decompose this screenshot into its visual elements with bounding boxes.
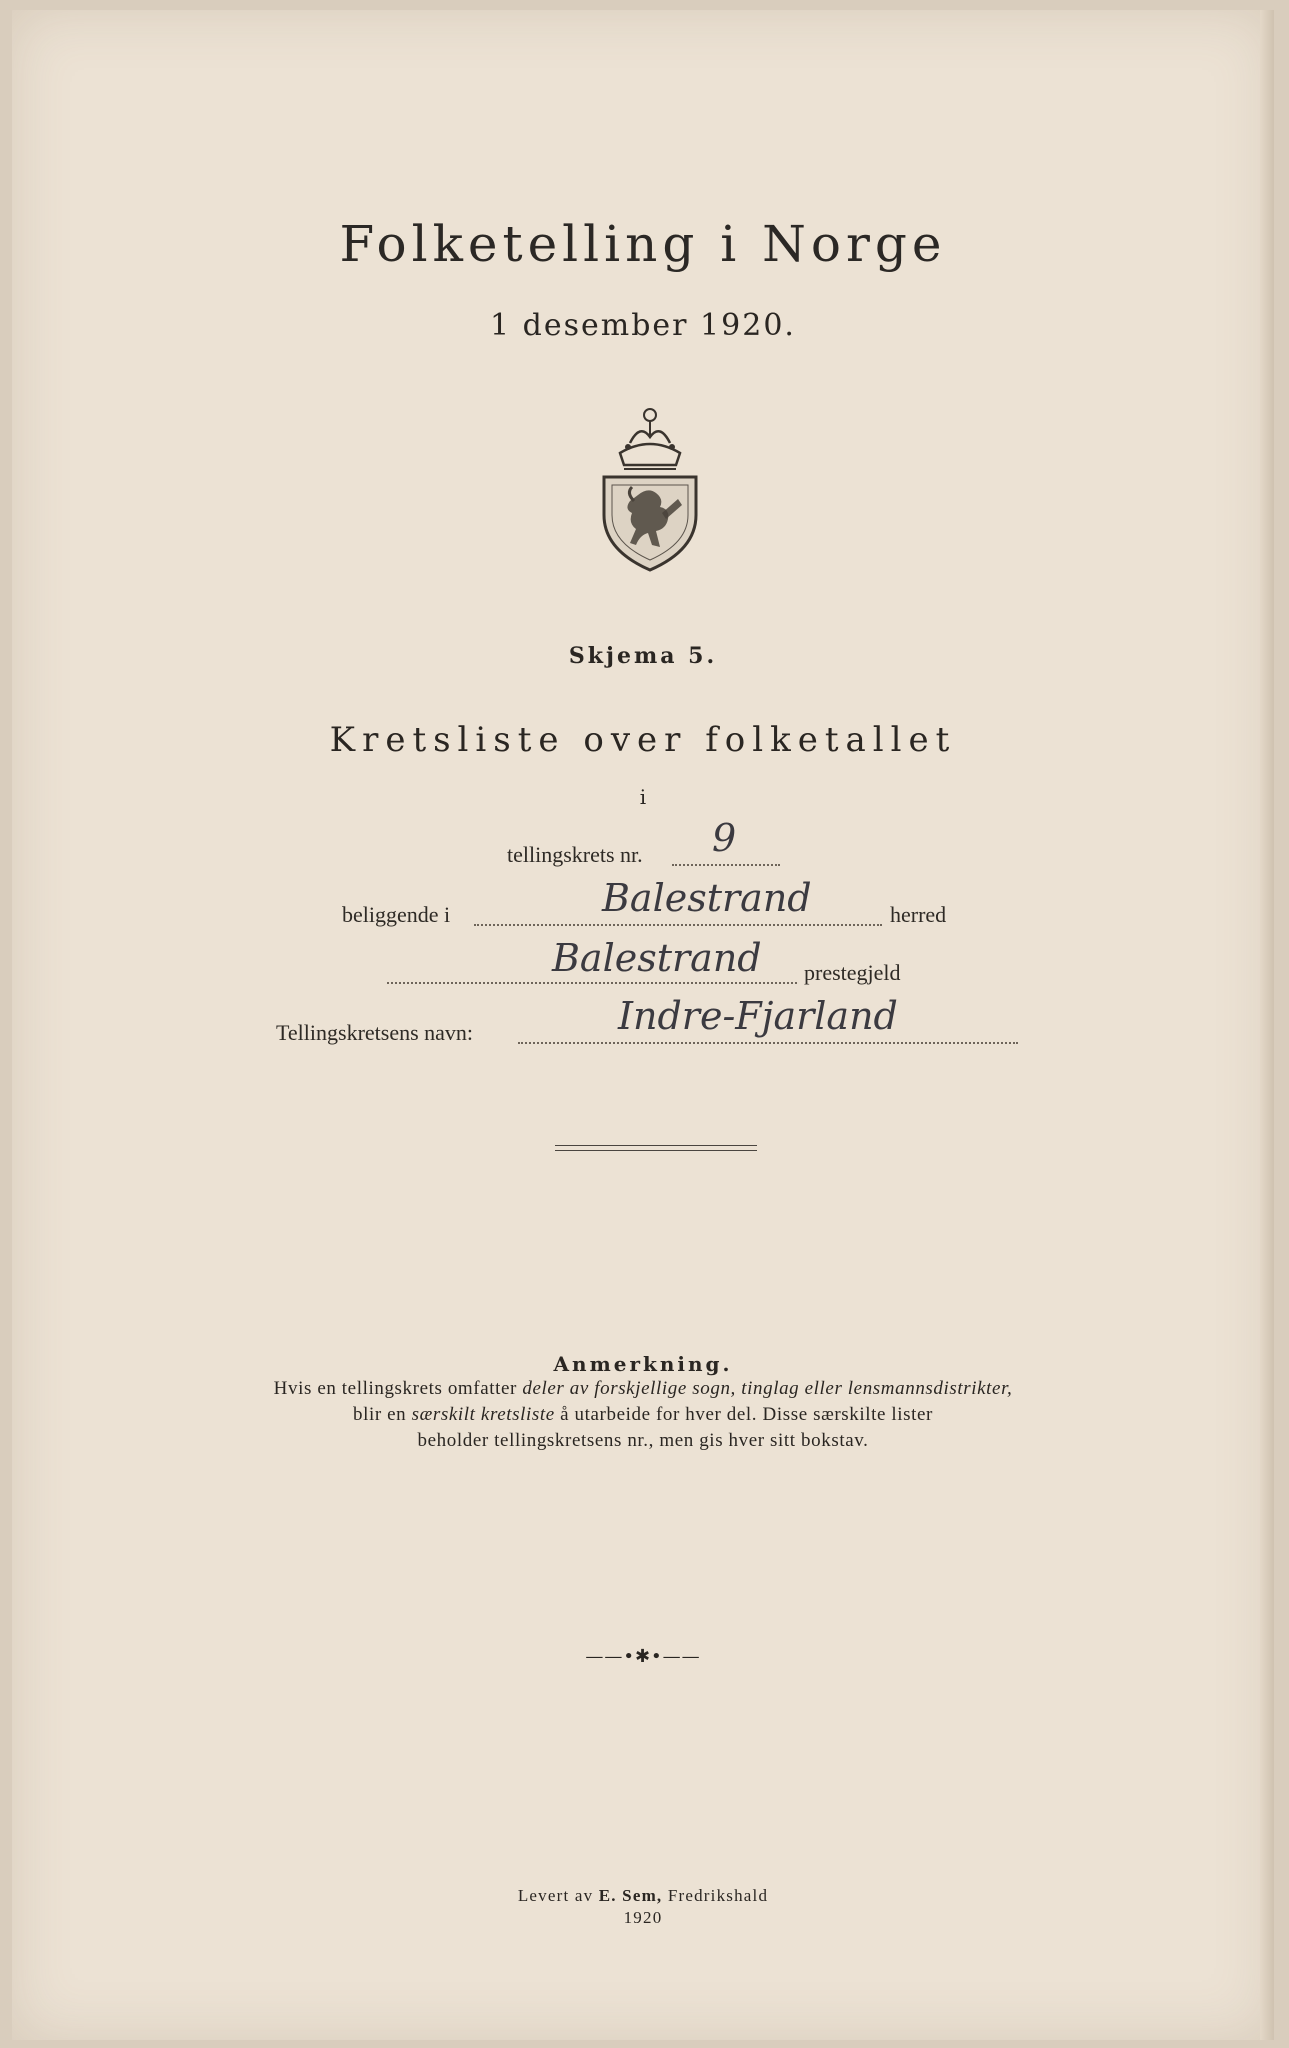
krets-label: tellingskrets nr. — [507, 842, 643, 867]
note-text: å utarbeide for hver del. Disse særskilte lister — [554, 1404, 933, 1425]
printer-credit — [12, 1886, 1274, 1906]
norwegian-lion-crest-icon — [590, 395, 710, 575]
note-emphasis: deler av forskjellige sogn, tinglag eller lensmannsdistrikter, — [522, 1378, 1013, 1399]
footer-place: Fredrikshald — [662, 1886, 769, 1905]
census-sheet — [12, 10, 1274, 2040]
connector-i: i — [639, 785, 647, 809]
krets-value: 9 — [712, 816, 737, 860]
ornament-divider: ——•✱•—— — [585, 1646, 701, 1667]
print-year: 1920 — [623, 1908, 663, 1927]
navn-value: Indre-Fjarland — [618, 994, 898, 1038]
footer-text: Levert av — [517, 1886, 599, 1905]
krets-field-line — [672, 864, 780, 866]
note-line-3: beholder tellingskretsens nr., men gis hver sitt bokstav. — [417, 1430, 869, 1451]
note-line-2 — [12, 1404, 1274, 1426]
printer-name: E. Sem, — [598, 1886, 663, 1905]
herred-field-line — [474, 924, 882, 926]
herred-label: herred — [890, 902, 947, 927]
schema-number: Skjema 5. — [568, 643, 718, 669]
census-date: 1 desember 1920. — [490, 308, 796, 343]
beliggende-label: beliggende i — [342, 902, 451, 927]
note-heading: Anmerkning. — [553, 1352, 733, 1376]
note-text: blir en — [353, 1404, 412, 1425]
navn-label: Tellingskretsens navn: — [276, 1020, 474, 1045]
navn-field-line — [518, 1042, 1018, 1044]
prestegjeld-field-line — [387, 982, 797, 984]
note-text: Hvis en tellingskrets omfatter — [273, 1378, 523, 1399]
note-emphasis: særskilt kretsliste — [411, 1404, 555, 1425]
prestegjeld-label: prestegjeld — [804, 960, 901, 985]
note-line-1 — [12, 1378, 1274, 1400]
form-heading: Kretsliste over folketallet — [329, 720, 957, 760]
prestegjeld-value: Balestrand — [552, 936, 762, 980]
herred-value: Balestrand — [602, 876, 812, 920]
double-rule — [555, 1145, 757, 1151]
page-title: Folketelling i Norge — [339, 215, 947, 273]
